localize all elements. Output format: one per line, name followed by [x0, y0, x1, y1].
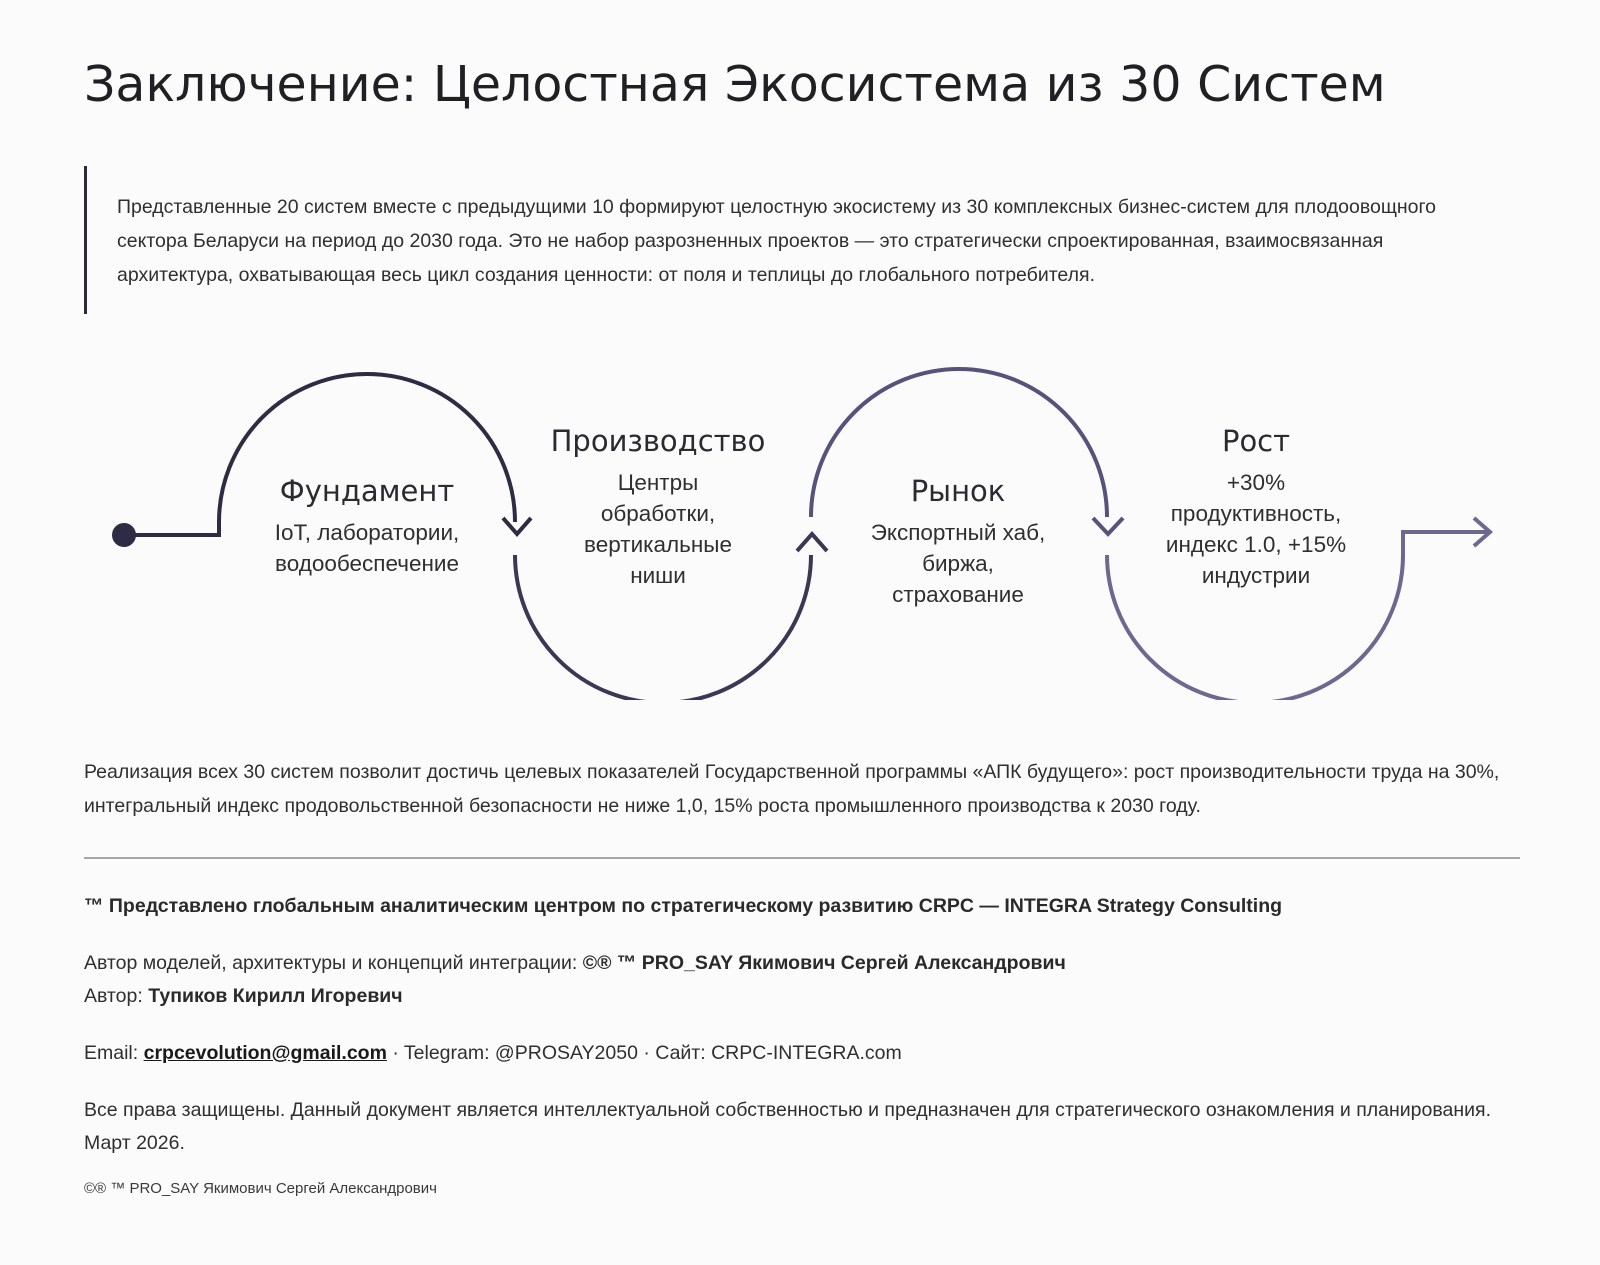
- contacts-rest: · Telegram: @PROSAY2050 · Сайт: CRPC-INTEGRA.com: [386, 1042, 902, 1064]
- stage-growth-desc: [1106, 467, 1406, 591]
- footer: [84, 890, 1524, 1197]
- stage-foundation-desc: [217, 517, 517, 579]
- author-line: [84, 980, 1524, 1013]
- flow-arc-foundation: [124, 374, 515, 535]
- intro-quote: [84, 166, 1484, 314]
- author-name: Тупиков Кирилл Игоревич: [148, 985, 403, 1007]
- divider: [84, 857, 1520, 859]
- presented-by: ™ Представлено глобальным аналитическим центром по стратегическому развитию CRPC — INTEGRA Strategy Consulting: [84, 895, 1283, 917]
- stage-production-desc: [508, 467, 808, 591]
- author-models-name: ©® ™ PRO_SAY Якимович Сергей Александрович: [582, 952, 1066, 974]
- rights-text: Все права защищены. Данный документ является интеллектуальной собственностью и предназначен для стратегического ознакомления и планирования. Март 2026.: [84, 1099, 1491, 1154]
- stage-desc-line: IoT, лаборатории,: [274, 520, 460, 545]
- intro-text: Представленные 20 систем вместе с предыдущими 10 формируют целостную экосистему из 30 комплексных бизнес-систем для плодоовощного сектора Беларуси на период до 2030 года. Это не набор разрозненных проектов — это стратегически спроектированная, взаимосвязанная архитектура, охватывающая весь цикл создания ценности: от поля и теплицы до глобального потребителя.: [117, 196, 1437, 286]
- page-title: Заключение: Целостная Экосистема из 30 Систем: [84, 56, 1386, 113]
- author-label: Автор:: [84, 985, 149, 1007]
- email-link[interactable]: crpcevolution@gmail.com: [143, 1042, 387, 1064]
- stage-desc-line: страхование: [892, 582, 1024, 607]
- stage-market-desc: [808, 517, 1108, 610]
- stage-desc-line: водообеспечение: [275, 551, 459, 576]
- stage-market-title: Рынок: [910, 474, 1006, 508]
- stage-production-title: Производство: [550, 424, 766, 458]
- stage-desc-line: обработки,: [600, 501, 716, 526]
- author-models-line: [84, 947, 1524, 980]
- stage-desc-line: Экспортный хаб,: [870, 520, 1046, 545]
- copyright-text: ©® ™ PRO_SAY Якимович Сергей Александрович: [84, 1180, 437, 1197]
- stage-desc-line: ниши: [630, 563, 686, 588]
- stage-desc-line: Центры: [617, 470, 699, 495]
- stage-growth-title: Рост: [1221, 424, 1291, 458]
- stage-foundation-title: Фундамент: [279, 474, 455, 508]
- email-label: Email:: [84, 1042, 144, 1064]
- stage-desc-line: вертикальные: [584, 532, 732, 557]
- stage-desc-line: индустрии: [1201, 563, 1311, 588]
- stage-desc-line: +30%: [1226, 470, 1286, 495]
- stage-desc-line: биржа,: [922, 551, 994, 576]
- author-models-label: Автор моделей, архитектуры и концепций интеграции:: [84, 952, 583, 974]
- ecosystem-flow-diagram: [0, 360, 1600, 700]
- stage-desc-line: продуктивность,: [1170, 501, 1342, 526]
- contacts-line: [84, 1037, 1524, 1070]
- stage-desc-line: индекс 1.0, +15%: [1165, 532, 1347, 557]
- summary-paragraph: Реализация всех 30 систем позволит достичь целевых показателей Государственной программы «АПК будущего»: рост производительности труда на 30%, интегральный индекс продовольственной безопасности не ниже 1,0, 15% роста промышленного производства к 2030 году.: [84, 761, 1500, 817]
